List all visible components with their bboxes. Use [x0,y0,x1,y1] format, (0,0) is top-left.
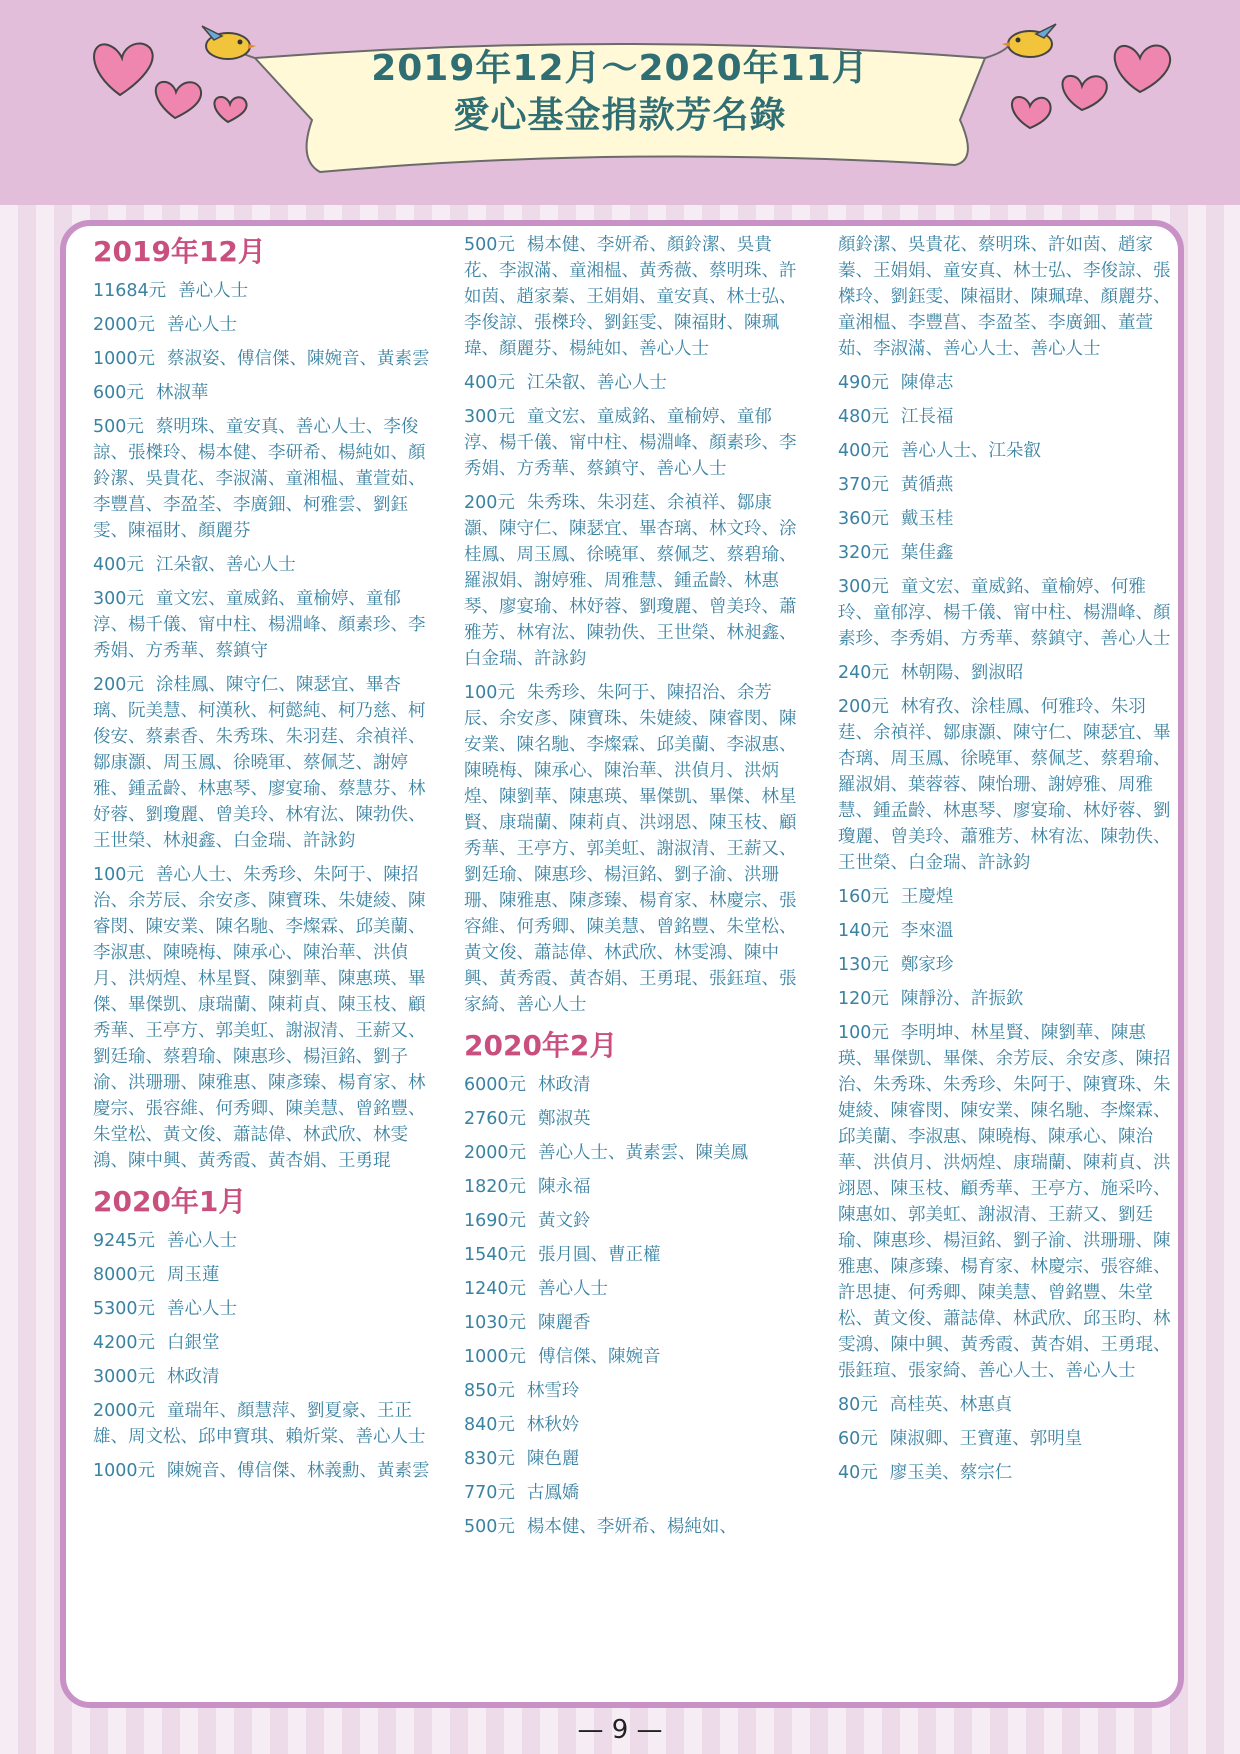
heart-icon [1012,97,1051,128]
donation-amount: 1000元 [93,349,156,369]
donor-names: 楊本健、李妍希、楊純如、 [526,1517,737,1537]
donation-amount: 60元 [838,1429,878,1449]
donation-entry [464,1310,804,1336]
donation-entry [464,1344,804,1370]
donation-entry [93,1458,433,1484]
donation-entry [838,404,1178,430]
donation-amount: 100元 [93,865,144,885]
donation-amount: 1000元 [93,1461,156,1481]
donor-names: 涂桂鳳、陳守仁、陳瑟宜、畢杏璃、阮美慧、柯漢秋、柯懿純、柯乃慈、柯俊安、蔡素香、朱秀珠、朱羽莛、余禎祥、鄒康灝、周玉鳳、徐曉軍、蔡佩芝、謝婷雅、鍾孟齡、林惠琴、廖宴瑜、蔡慧芬、林妤蓉、劉瓊麗、曾美玲、林宥汯、陳勃佚、王世榮、林昶鑫、白金瑞、許詠鈞 [93,675,426,851]
donation-entry [93,1296,433,1322]
donor-names: 陳永福 [538,1177,591,1197]
donation-entry [464,1446,804,1472]
donor-names: 童文宏、童威銘、童榆婷、童郁淳、楊千儀、甯中柱、楊淵峰、顏素珍、李秀娟、方秀華、蔡鎮守、善心人士 [464,407,797,479]
donation-entry [838,694,1178,876]
donation-amount: 600元 [93,383,144,403]
donor-names: 江朵叡、善心人士 [526,373,667,393]
donation-entry [464,1480,804,1506]
donation-amount: 500元 [464,1517,515,1537]
donor-names: 童文宏、童威銘、童榆婷、童郁淳、楊千儀、甯中柱、楊淵峰、顏素珍、李秀娟、方秀華、蔡鎮守 [93,589,426,661]
donation-amount: 840元 [464,1415,515,1435]
donor-names: 傅信傑、陳婉音 [538,1347,661,1367]
donation-amount: 140元 [838,921,889,941]
month-heading: 2020年1月 [93,1185,247,1218]
donation-amount: 480元 [838,407,889,427]
donor-names: 江朵叡、善心人士 [155,555,296,575]
donation-entry [464,1174,804,1200]
donation-entry [93,346,433,372]
donation-amount: 2000元 [464,1143,527,1163]
donation-entry [464,232,804,362]
donor-names: 陳淑卿、王寶蓮、郭明皇 [889,1429,1083,1449]
donation-amount: 1000元 [464,1347,527,1367]
donation-entry [838,574,1178,652]
donor-names: 陳偉志 [900,373,954,393]
donation-amount: 400元 [838,441,889,461]
donation-amount: 1820元 [464,1177,527,1197]
donation-amount: 200元 [464,493,515,513]
donation-amount: 1030元 [464,1313,527,1333]
donation-entry [464,1208,804,1234]
donation-entry [838,1020,1178,1384]
donor-names: 林政清 [538,1075,591,1095]
page-number: — 9 — [577,1715,663,1745]
donation-entry [464,1242,804,1268]
donation-entry [838,884,1178,910]
donor-names: 陳麗香 [538,1313,591,1333]
donation-amount: 300元 [93,589,144,609]
donor-names: 林淑華 [155,383,209,403]
bird-icon [202,26,256,59]
donation-amount: 130元 [838,955,889,975]
donor-names: 戴玉桂 [900,509,954,529]
donation-amount: 240元 [838,663,889,683]
donation-amount: 850元 [464,1381,515,1401]
donation-amount: 300元 [464,407,515,427]
donation-amount: 160元 [838,887,889,907]
donation-entry [93,1330,433,1356]
donation-amount: 770元 [464,1483,515,1503]
column-2 [464,232,804,1548]
donor-names: 善心人士、黃素雲、陳美鳳 [538,1143,749,1163]
donor-names: 陳婉音、傅信傑、林義勳、黃素雲 [167,1461,430,1481]
donation-entry [838,472,1178,498]
donation-amount: 2000元 [93,1401,156,1421]
donation-amount: 300元 [838,577,889,597]
donation-amount: 100元 [838,1023,889,1043]
donation-amount: 1690元 [464,1211,527,1231]
donor-names: 廖玉美、蔡宗仁 [889,1463,1013,1483]
donation-entry [93,1262,433,1288]
donation-amount: 120元 [838,989,889,1009]
donation-entry [93,1398,433,1450]
donor-names: 蔡明珠、童安真、善心人士、李俊諒、張榤玲、楊本健、李研希、楊純如、顏鈴潔、吳貴花、李淑滿、童湘榅、董萱茹、李豐菖、李盈荃、李廣鈿、柯雅雲、劉鈺雯、陳福財、顏麗芬 [93,417,426,541]
donation-amount: 830元 [464,1449,515,1469]
donation-amount: 2000元 [93,315,156,335]
donation-entry [93,586,433,664]
title-date-range: 2019年12月～2020年11月 [371,48,869,89]
donation-entry [93,1228,433,1254]
donation-entry [838,952,1178,978]
donor-names: 善心人士 [167,315,238,335]
donor-names: 善心人士 [167,1231,238,1251]
donor-names: 善心人士、江朵叡 [900,441,1041,461]
donor-names: 張月圓、曹正權 [538,1245,661,1265]
donation-amount: 400元 [464,373,515,393]
donation-entry [838,660,1178,686]
donation-entry [93,380,433,406]
column-3 [838,232,1178,1494]
donor-names: 白銀堂 [167,1333,220,1353]
donation-entry [464,404,804,482]
donation-entry [464,1140,804,1166]
donation-amount: 6000元 [464,1075,527,1095]
donation-entry [464,680,804,1018]
donation-amount: 200元 [838,697,889,717]
donor-names: 林雪玲 [526,1381,580,1401]
donor-names: 林秋妗 [526,1415,580,1435]
donor-names: 黃循燕 [900,475,954,495]
donor-names: 林政清 [167,1367,220,1387]
donation-amount: 9245元 [93,1231,156,1251]
donor-names: 善心人士、朱秀珍、朱阿于、陳招治、余芳辰、余安彥、陳寶珠、朱婕綾、陳睿閔、陳安業、陳名馳、李燦霖、邱美蘭、李淑惠、陳曉梅、陳承心、陳治華、洪偵月、洪炳煌、林星賢、陳劉華、陳惠瑛、畢傑、畢傑凱、康瑞蘭、陳莉貞、陳玉枝、顧秀華、王亭方、郭美虹、謝淑清、王薪又、劉廷瑜、蔡碧瑜、陳惠珍、楊洹銘、劉子渝、洪珊珊、陳雅惠、陳彥臻、楊育家、林慶宗、張容維、何秀卿、陳美慧、曾銘豐、朱堂松、黃文俊、蕭誌偉、林武欣、林雯鴻、陳中興、黃秀霞、黃杏娟、王勇琨 [93,865,426,1171]
donor-names: 善心人士 [167,1299,238,1319]
heart-icon [1115,45,1170,92]
donation-amount: 400元 [93,555,144,575]
donation-amount: 1240元 [464,1279,527,1299]
donation-amount: 1540元 [464,1245,527,1265]
heart-icon [214,97,246,122]
donation-entry [464,1106,804,1132]
donor-names: 朱秀珍、朱阿于、陳招治、余芳辰、余安彥、陳寶珠、朱婕綾、陳睿閔、陳安業、陳名馳、李燦霖、邱美蘭、李淑惠、陳曉梅、陳承心、陳治華、洪偵月、洪炳煌、陳劉華、陳惠瑛、畢傑凱、畢傑、林星賢、康瑞蘭、陳莉貞、洪翊恩、陳玉枝、顧秀華、王亭方、郭美虹、謝淑清、王薪又、劉廷瑜、陳惠珍、楊洹銘、劉子渝、洪珊珊、陳雅惠、陳彥臻、楊育家、林慶宗、張容維、何秀卿、陳美慧、曾銘豐、朱堂松、黃文俊、蕭誌偉、林武欣、林雯鴻、陳中興、黃秀霞、黃杏娟、王勇琨、張鈺瑄、張家綺、善心人士 [464,683,797,1015]
donation-entry [464,1412,804,1438]
donation-entry [838,1460,1178,1486]
donor-names: 江長福 [900,407,954,427]
donor-names: 鄭家珍 [900,955,954,975]
donation-entry [464,370,804,396]
donor-names: 陳靜汾、許振欽 [900,989,1024,1009]
donor-names: 善心人士 [538,1279,609,1299]
donor-names: 王慶煌 [900,887,954,907]
donation-entry [464,1378,804,1404]
donation-entry [464,490,804,672]
donor-names: 顏鈴潔、吳貴花、蔡明珠、許如茵、趙家蓁、王娟娟、童安真、林士弘、李俊諒、張榤玲、劉鈺雯、陳福財、陳珮瑋、顏麗芬、童湘榅、李豐菖、李盈荃、李廣鈿、董萱茹、李淑滿、善心人士、善心人士 [838,235,1171,359]
donation-amount: 4200元 [93,1333,156,1353]
donation-entry [93,414,433,544]
donation-amount: 3000元 [93,1367,156,1387]
donation-entry [838,1392,1178,1418]
donation-entry [464,1514,804,1540]
column-1 [93,232,433,1492]
donor-names: 林宥孜、涂桂鳳、何雅玲、朱羽莛、余禎祥、鄒康灝、陳守仁、陳瑟宜、畢杏璃、周玉鳳、徐曉軍、蔡佩芝、蔡碧瑜、羅淑娟、葉蓉蓉、陳怡珊、謝婷雅、周雅慧、鍾孟齡、林惠琴、廖宴瑜、林妤蓉、劉瓊麗、曾美玲、蕭雅芳、林宥汯、陳勃佚、王世榮、白金瑞、許詠鈞 [838,697,1171,873]
donation-entry [93,312,433,338]
donation-entry [838,986,1178,1012]
donor-names: 周玉蓮 [167,1265,220,1285]
donation-entry [93,862,433,1174]
donor-names: 黃文鈴 [538,1211,591,1231]
donation-amount: 360元 [838,509,889,529]
donation-entry [838,232,1178,362]
donation-amount: 100元 [464,683,515,703]
donation-entry [93,278,433,304]
donation-amount: 11684元 [93,281,167,301]
header-banner [0,0,1240,205]
donation-entry [838,540,1178,566]
donation-amount: 500元 [93,417,144,437]
donor-names: 李明坤、林星賢、陳劉華、陳惠瑛、畢傑凱、畢傑、余芳辰、余安彥、陳招治、朱秀珠、朱秀珍、朱阿于、陳寶珠、朱婕綾、陳睿閔、陳安業、陳名馳、李燦霖、邱美蘭、李淑惠、陳曉梅、陳承心、陳治華、洪偵月、洪炳煌、康瑞蘭、陳莉貞、洪翊恩、陳玉枝、顧秀華、王亭方、施采吟、陳惠如、郭美虹、謝淑清、王薪又、劉廷瑜、陳惠珍、楊洹銘、劉子渝、洪珊珊、陳雅惠、陳彥臻、楊育家、林慶宗、張容維、許思捷、何秀卿、陳美慧、曾銘豐、朱堂松、黃文俊、蕭誌偉、林武欣、邱玉昀、林雯鴻、陳中興、黃秀霞、黃杏娟、王勇琨、張鈺瑄、張家綺、善心人士、善心人士 [838,1023,1171,1381]
donation-amount: 8000元 [93,1265,156,1285]
donation-amount: 490元 [838,373,889,393]
title-main: 愛心基金捐款芳名錄 [453,95,787,136]
donation-amount: 200元 [93,675,144,695]
donation-entry [93,1364,433,1390]
donation-entry [93,672,433,854]
donor-names: 童瑞年、顏慧萍、劉夏豪、王正雄、周文松、邱申寶琪、賴炘棠、善心人士 [93,1401,426,1447]
donation-amount: 80元 [838,1395,878,1415]
month-heading: 2019年12月 [93,235,266,268]
donation-entry [464,1276,804,1302]
donor-names: 鄭淑英 [538,1109,591,1129]
donation-entry [838,370,1178,396]
donor-names: 蔡淑姿、傅信傑、陳婉音、黃素雲 [167,349,430,369]
donor-names: 善心人士 [178,281,249,301]
donor-names: 高桂英、林惠貞 [889,1395,1013,1415]
heart-icon [156,82,201,118]
donor-names: 葉佳鑫 [900,543,954,563]
month-heading: 2020年2月 [464,1029,618,1062]
bird-icon [1002,24,1056,57]
donation-amount: 500元 [464,235,515,255]
donation-entry [838,1426,1178,1452]
heart-icon [94,43,153,95]
donation-entry [464,1072,804,1098]
donation-amount: 2760元 [464,1109,527,1129]
donation-entry [838,918,1178,944]
donor-names: 古鳳嬌 [526,1483,580,1503]
donation-amount: 5300元 [93,1299,156,1319]
donor-names: 陳色麗 [526,1449,580,1469]
heart-icon [1063,76,1107,110]
donation-entry [838,438,1178,464]
donation-amount: 370元 [838,475,889,495]
donation-entry [838,506,1178,532]
donation-amount: 40元 [838,1463,878,1483]
donation-amount: 320元 [838,543,889,563]
donor-names: 楊本健、李妍希、顏鈴潔、吳貴花、李淑滿、童湘榅、黃秀薇、蔡明珠、許如茵、趙家蓁、王娟娟、童安真、林士弘、李俊諒、張榤玲、劉鈺雯、陳福財、陳珮瑋、顏麗芬、楊純如、善心人士 [464,235,797,359]
donation-entry [93,552,433,578]
donor-names: 朱秀珠、朱羽莛、余禎祥、鄒康灝、陳守仁、陳瑟宜、畢杏璃、林文玲、涂桂鳳、周玉鳳、徐曉軍、蔡佩芝、蔡碧瑜、羅淑娟、謝婷雅、周雅慧、鍾孟齡、林惠琴、廖宴瑜、林妤蓉、劉瓊麗、曾美玲、蕭雅芳、林宥汯、陳勃佚、王世榮、林昶鑫、白金瑞、許詠鈞 [464,493,797,669]
donor-names: 林朝陽、劉淑昭 [900,663,1024,683]
donor-names: 李來溫 [900,921,954,941]
page-title [330,46,910,140]
donor-names: 童文宏、童威銘、童榆婷、何雅玲、童郁淳、楊千儀、甯中柱、楊淵峰、顏素珍、李秀娟、方秀華、蔡鎮守、善心人士 [838,577,1171,649]
